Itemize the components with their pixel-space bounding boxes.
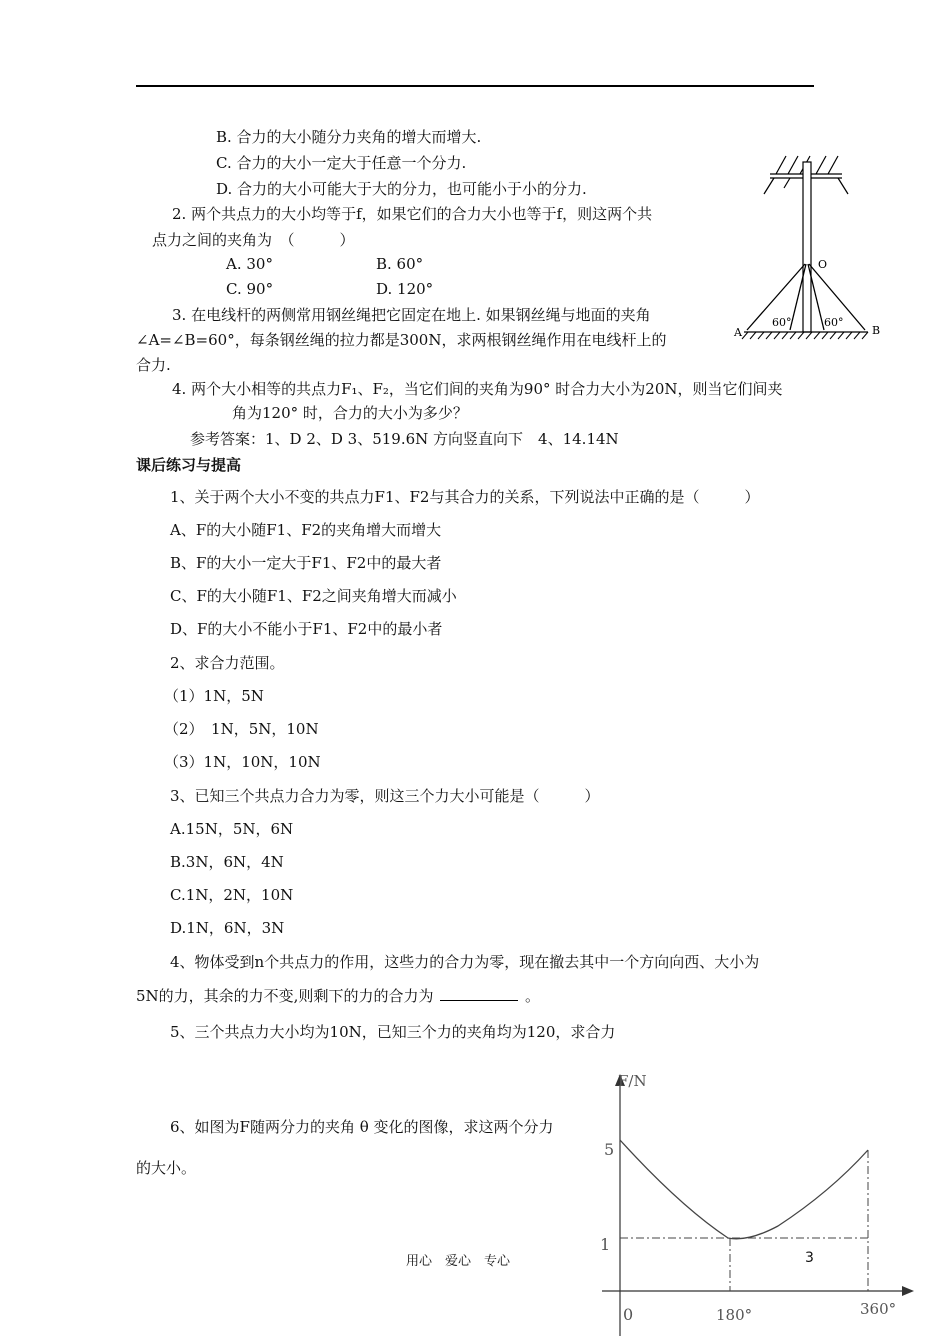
ex3-option-a: A.15N，5N，6N [170, 820, 294, 838]
page-number: 3 [805, 1250, 814, 1266]
ex4-line2-text: 5N的力，其余的力不变,则剩下的力的合力为 [136, 987, 434, 1005]
choice-b: B. 合力的大小随分力夹角的增大而增大. [216, 128, 482, 146]
x-tick-0: 0 [623, 1305, 634, 1324]
y-axis-label: F/N [618, 1072, 647, 1090]
ex1-option-d: D、F的大小不能小于F1、F2中的最小者 [170, 620, 443, 638]
ground-hatch [742, 332, 868, 339]
q3-line2: ∠A=∠B=60°，每条钢丝绳的拉力都是300N，求两根钢丝绳作用在电线杆上的 [136, 331, 667, 349]
force-angle-graph [590, 1066, 920, 1344]
ex1-option-b: B、F的大小一定大于F1、F2中的最大者 [170, 554, 442, 572]
label-o: O [818, 258, 828, 271]
q4-line2: 角为120° 时，合力的大小为多少？ [232, 404, 468, 422]
q3-line1: 3. 在电线杆的两侧常用钢丝绳把它固定在地上. 如果钢丝绳与地面的夹角 [172, 306, 651, 324]
choice-c: C. 合力的大小一定大于任意一个分力. [216, 154, 467, 172]
ex4-answer-blank [440, 986, 518, 1001]
y-tick-1: 1 [600, 1235, 611, 1254]
q3-line3: 合力. [136, 356, 171, 374]
ex1-option-a: A、F的大小随F1、F2的夹角增大而增大 [170, 521, 442, 539]
ex4-line1: 4、物体受到n个共点力的作用，这些力的合力为零，现在撤去其中一个方向向西、大小为 [170, 953, 760, 971]
x-axis-arrow [902, 1286, 914, 1296]
q2-option-b: B. 60° [376, 255, 424, 273]
label-a: A [734, 326, 742, 339]
ex5-stem: 5、三个共点力大小均为10N，已知三个力的夹角均为120，求合力 [170, 1023, 616, 1041]
q4-line1: 4. 两个大小相等的共点力F₁、F₂，当它们间的夹角为90° 时合力大小为20N，则当它们间夹 [172, 380, 783, 398]
ex3-option-b: B.3N，6N，4N [170, 853, 284, 871]
q2-line2: 点力之间的夹角为 （ ） [152, 231, 355, 249]
angle-left-label: 60° [772, 316, 792, 329]
q2-option-a: A. 30° [226, 255, 273, 273]
answer-key: 参考答案：1、D 2、D 3、519.6N 方向竖直向下 4、14.14N [190, 430, 619, 448]
ex4-line2 [136, 985, 540, 1006]
ex3-option-d: D.1N，6N，3N [170, 919, 285, 937]
q2-line1: 2. 两个共点力的大小均等于f，如果它们的合力大小也等于f，则这两个共 [172, 205, 653, 223]
y-tick-5: 5 [604, 1140, 615, 1159]
choice-d: D. 合力的大小可能大于大的分力，也可能小于小的分力. [216, 180, 587, 198]
ex4-line2-end: 。 [525, 987, 541, 1005]
q2-option-c: C. 90° [226, 280, 274, 298]
ex3-option-c: C.1N，2N，10N [170, 886, 294, 904]
ex2-item-1: （1）1N，5N [164, 687, 264, 705]
header-rule [136, 85, 814, 87]
section-title: 课后练习与提高 [136, 456, 242, 474]
ex6-line1: 6、如图为F随两分力的夹角 θ 变化的图像，求这两个分力 [170, 1118, 554, 1136]
ex1-stem: 1、关于两个大小不变的共点力F1、F2与其合力的关系，下列说法中正确的是（ ） [170, 488, 760, 506]
ex6-line2: 的大小。 [136, 1159, 197, 1177]
x-tick-180: 180° [716, 1306, 753, 1324]
ex3-stem: 3、已知三个共点力合力为零，则这三个力大小可能是（ ） [170, 787, 600, 805]
pole [803, 162, 811, 332]
q2-option-d: D. 120° [376, 280, 434, 298]
f-curve [620, 1140, 868, 1239]
ex2-item-3: （3）1N，10N，10N [164, 753, 321, 771]
x-tick-360: 360° [860, 1300, 897, 1318]
ex2-item-2: （2） 1N，5N，10N [164, 720, 319, 738]
guide-lines [620, 1150, 868, 1291]
footer-motto: 用心 爱心 专心 [406, 1254, 511, 1269]
angle-right-label: 60° [824, 316, 844, 329]
ex2-stem: 2、求合力范围。 [170, 654, 285, 672]
utility-pole-figure [730, 140, 890, 350]
ex1-option-c: C、F的大小随F1、F2之间夹角增大而减小 [170, 587, 457, 605]
label-b: B [872, 324, 881, 337]
